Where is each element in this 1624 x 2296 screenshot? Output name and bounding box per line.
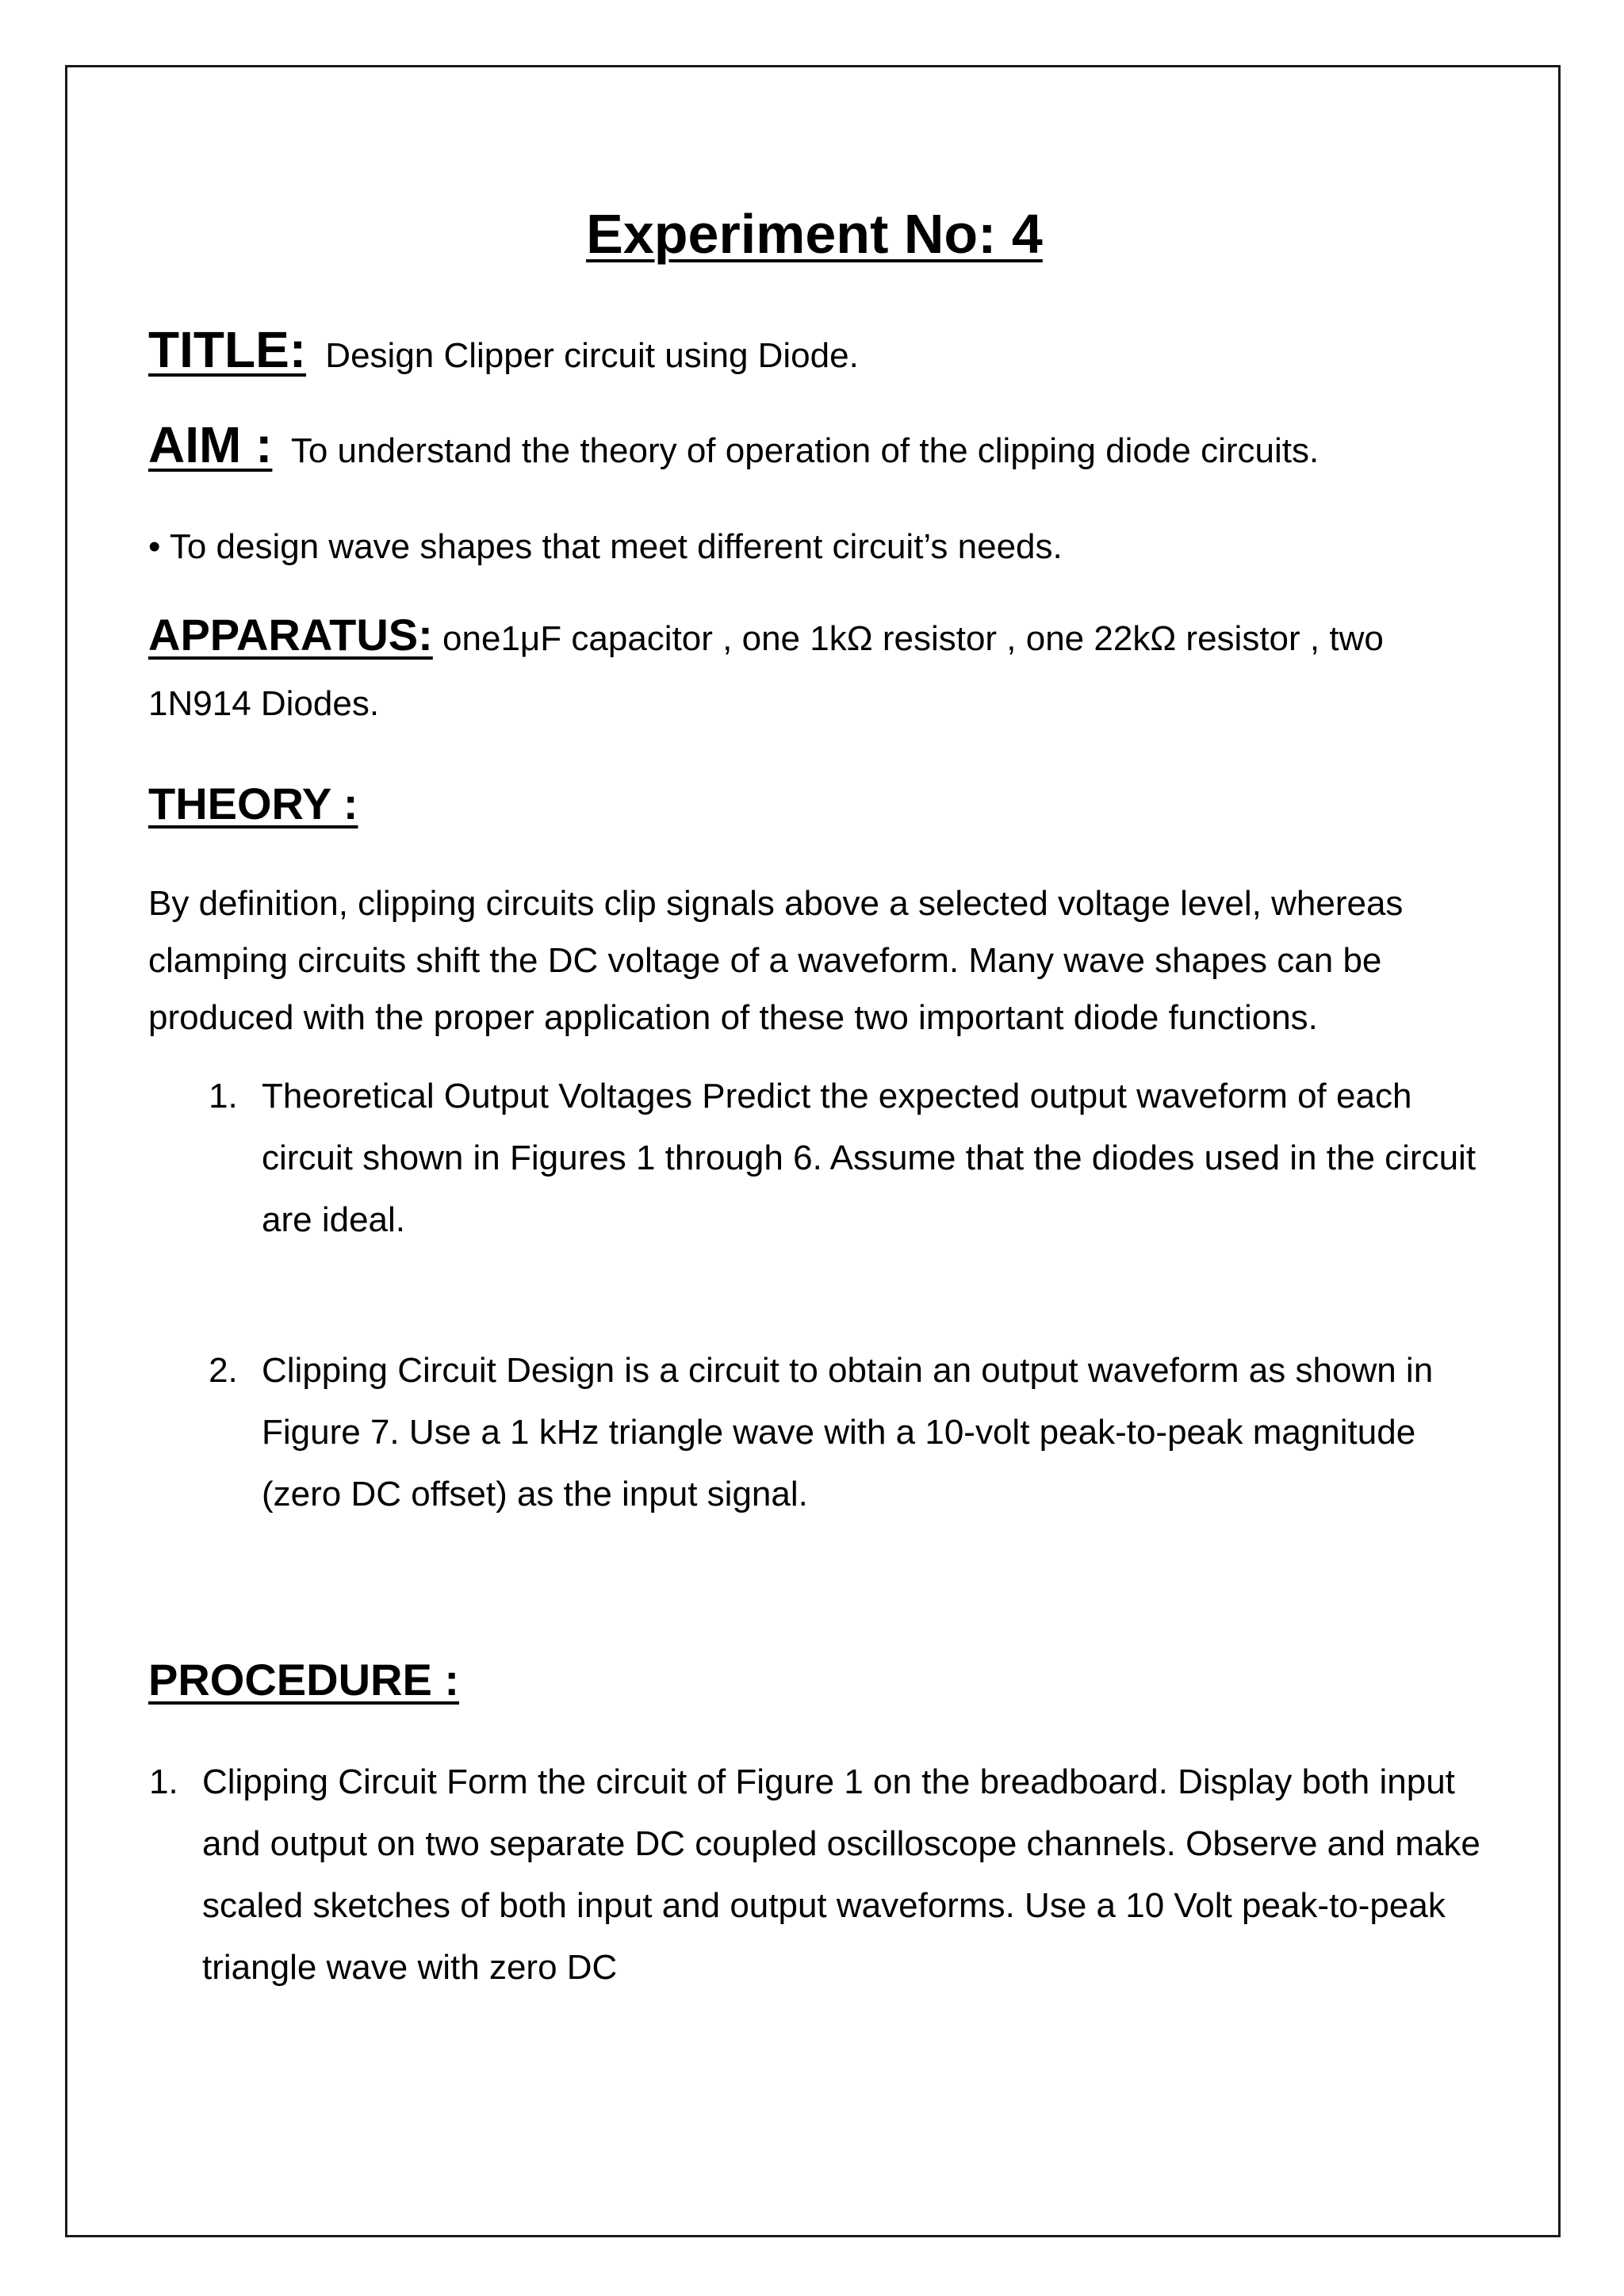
procedure-list-item: 1. Clipping Circuit Form the circuit of Figure 1 on the breadboard. Display both input and output on two separate DC coupled oscilloscope channels. Observe and make scaled sketches of both input and output waveforms. Use a 10 Volt peak-to-peak triangle wave with zero DC	[188, 1751, 1480, 1999]
procedure-list	[148, 1751, 1480, 1999]
theory-paragraph: By definition, clipping circuits clip signals above a selected voltage level, whereas clamping circuits shift the DC voltage of a waveform. Many wave shapes can be produced with the proper application of these two important diode functions.	[148, 884, 1404, 1037]
aim-section	[148, 412, 1480, 484]
apparatus-text: one1μF capacitor , one 1kΩ resistor , one 22kΩ resistor , two 1N914 Diodes.	[148, 619, 1384, 723]
aim-label: AIM :	[148, 416, 273, 473]
procedure-label: PROCEDURE :	[148, 1655, 460, 1705]
theory-heading	[148, 768, 1480, 851]
aim-bullet: • To design wave shapes that meet different circuit’s needs.	[148, 527, 1063, 566]
title-label: TITLE:	[148, 321, 307, 378]
apparatus-label: APPARATUS:	[148, 610, 433, 660]
theory-label: THEORY :	[148, 779, 358, 828]
experiment-title: Experiment No: 4	[586, 203, 1043, 265]
title-section	[148, 317, 1480, 388]
document-body	[148, 198, 1480, 1999]
apparatus-section	[148, 603, 1480, 737]
theory-list-item: 1. Theoretical Output Voltages Predict the expected output waveform of each circuit shown in Figures 1 through 6. Assume that the diodes used in the circuit are ideal.	[247, 1066, 1480, 1251]
page-title	[148, 198, 1480, 270]
theory-list-item: 2. Clipping Circuit Design is a circuit to obtain an output waveform as shown in Figure 7. Use a 1 kHz triangle wave with a 10-volt peak-to-peak magnitude (zero DC offset) as the input signal.	[247, 1340, 1480, 1525]
aim-text: To understand the theory of operation of the clipping diode circuits.	[290, 431, 1320, 470]
theory-list	[148, 1066, 1480, 1525]
title-text: Design Clipper circuit using Diode.	[325, 336, 859, 375]
procedure-heading	[148, 1644, 1480, 1728]
